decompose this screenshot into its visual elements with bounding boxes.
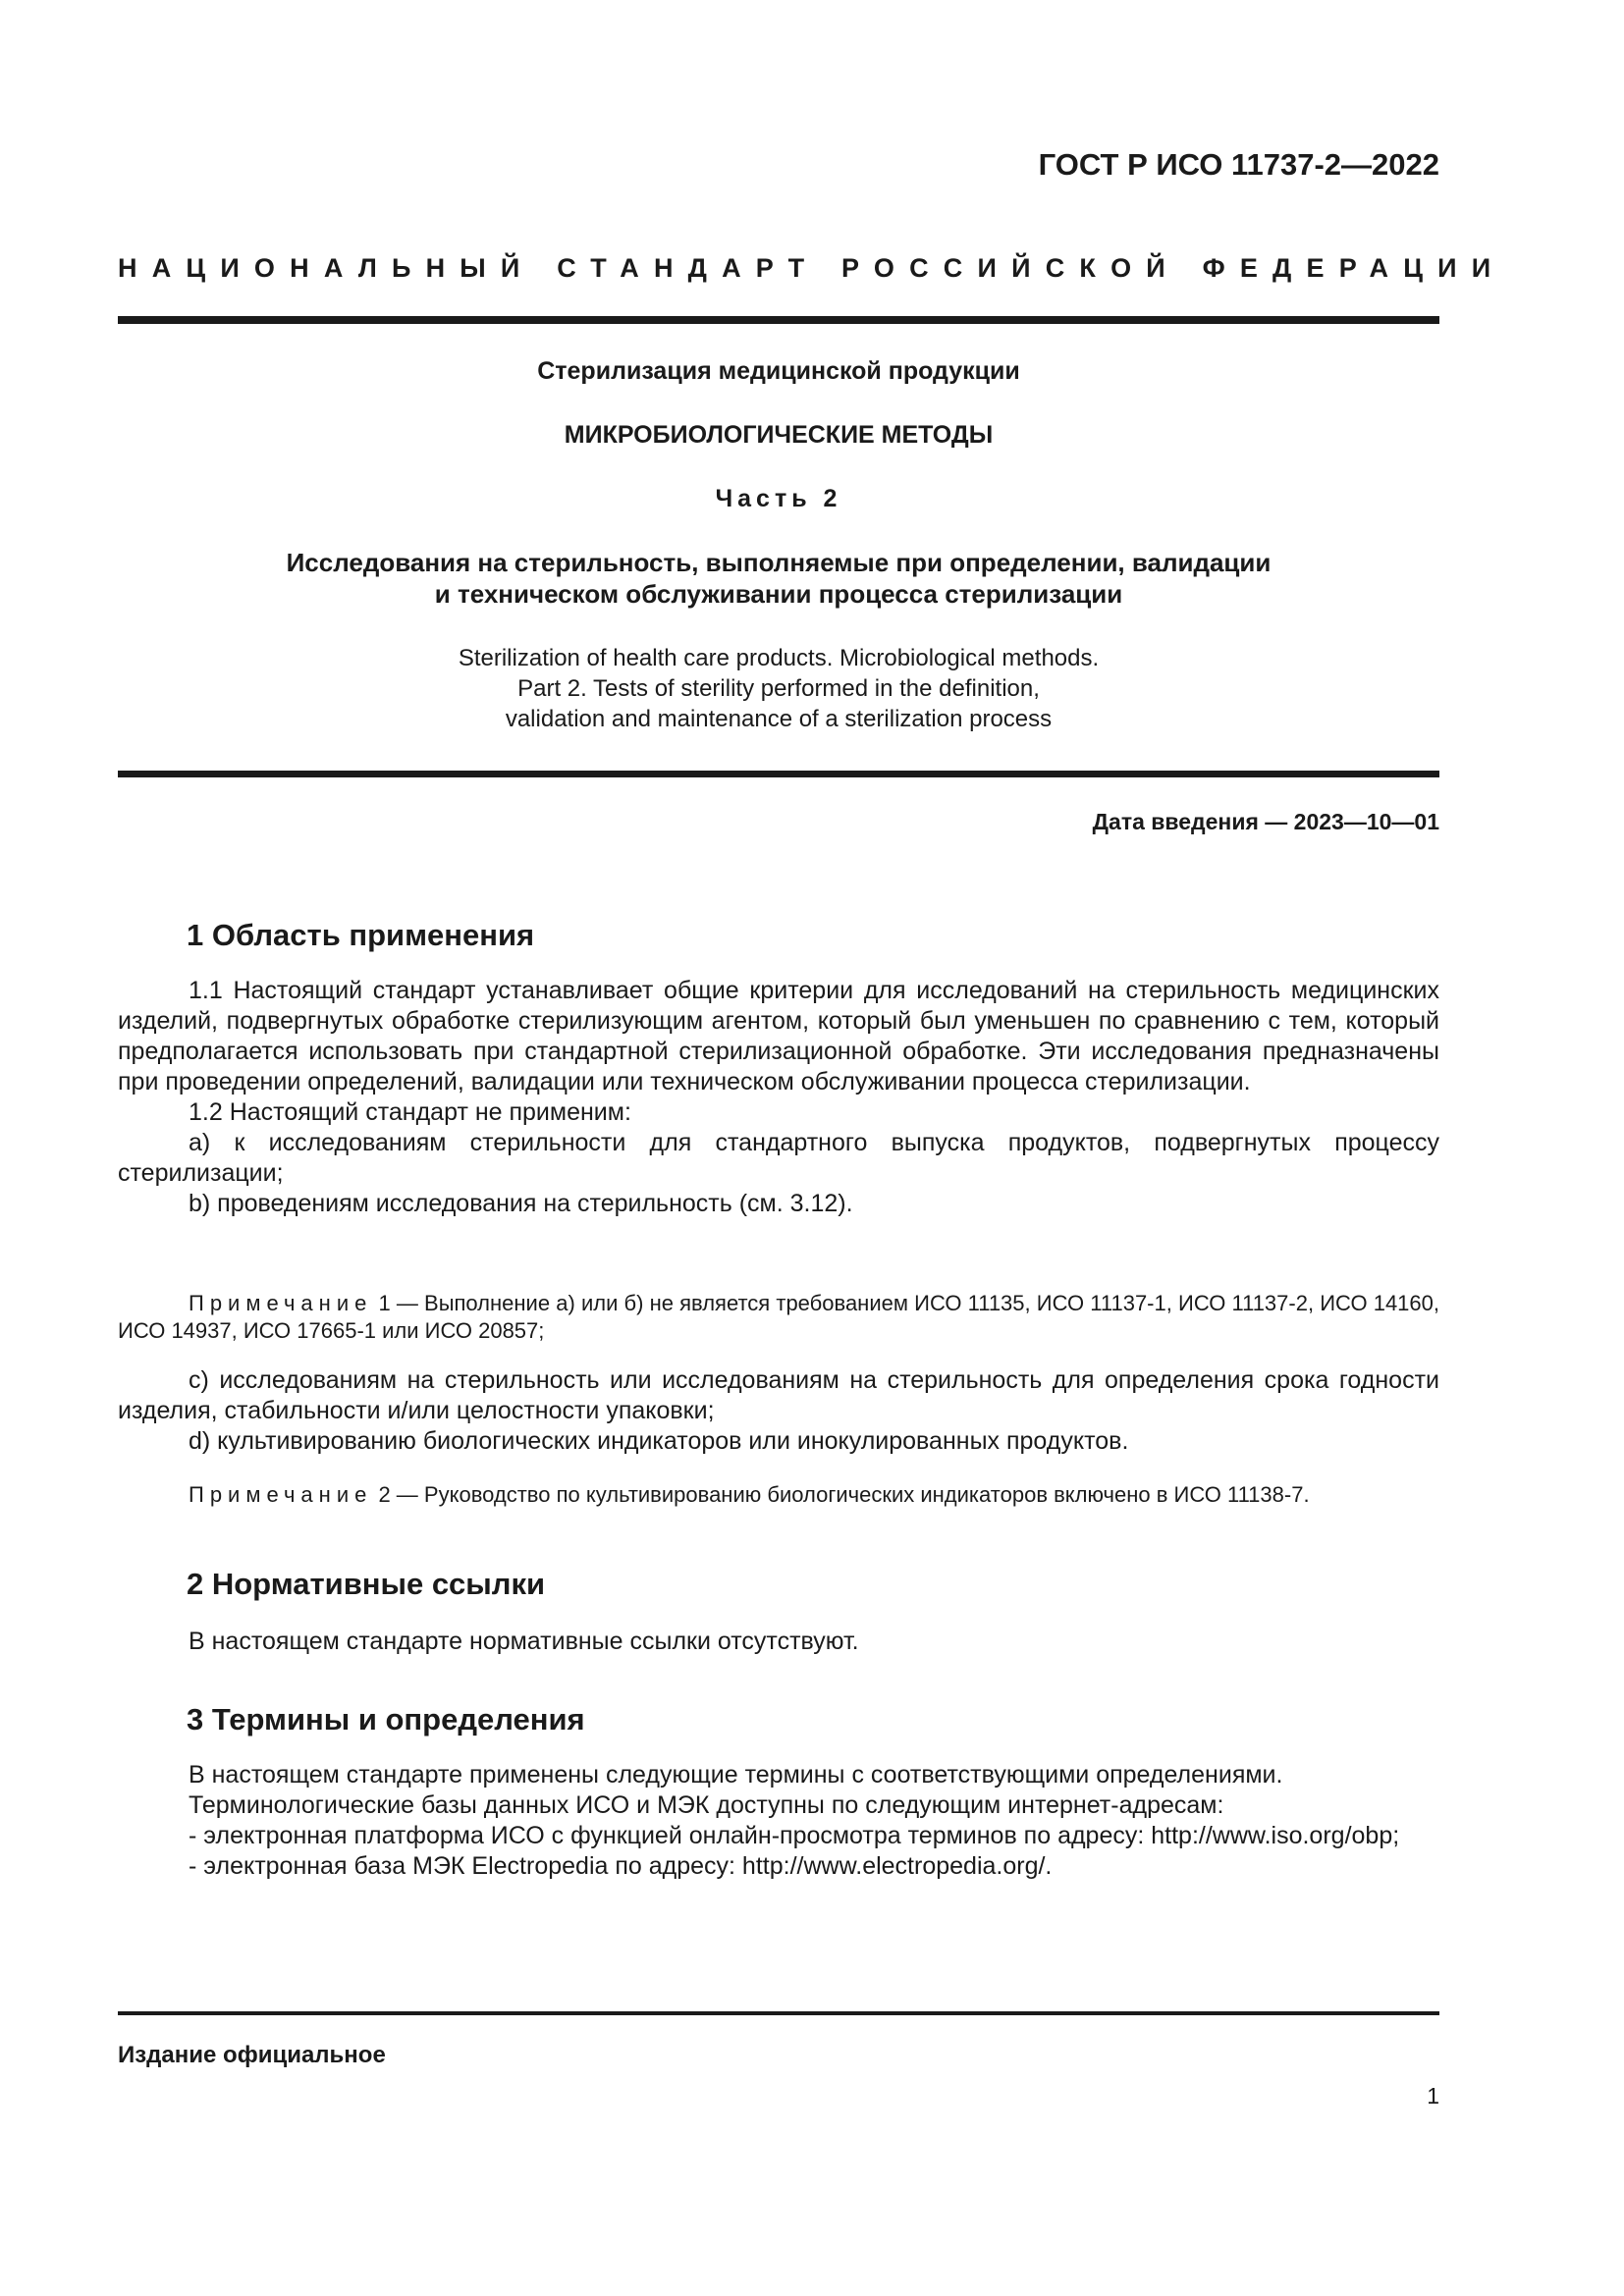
- standard-main-title: МИКРОБИОЛОГИЧЕСКИЕ МЕТОДЫ: [564, 421, 994, 449]
- part-label: Часть 2: [715, 485, 842, 512]
- document-page: [118, 0, 1506, 2296]
- part-title: [118, 547, 1439, 610]
- list-item-iso-platform: - электронная платформа ИСО с функцией онлайн-просмотра терминов по адресу: http://www.iso.org/obp;: [189, 1822, 1400, 1849]
- part-title-line-1: Исследования на стерильность, выполняемые при определении, валидации: [286, 548, 1272, 577]
- part-title-line-2: и техническом обслуживании процесса стерилизации: [434, 579, 1123, 609]
- english-title: [118, 643, 1439, 734]
- section-1-heading: 1 Область применения: [187, 918, 535, 952]
- section-2-heading: 2 Нормативные ссылки: [187, 1567, 546, 1601]
- note-2-text: [118, 1481, 1439, 1509]
- edition-label: Издание официальное: [118, 2042, 386, 2068]
- list-item-electropedia: - электронная база МЭК Electropedia по адресу: http://www.electropedia.org/.: [189, 1852, 1053, 1880]
- note-2-content: 2 — Руководство по культивированию биологических индикаторов включено в ИСО 11138-7.: [372, 1482, 1310, 1507]
- note-1-content: 1 — Выполнение а) или б) не является требованием ИСО 11135, ИСО 11137-1, ИСО 11137-2, ИСО 14160, ИСО 14937, ИСО 17665-1 или ИСО 20857;: [118, 1291, 1439, 1343]
- paragraph-3-1: В настоящем стандарте применены следующие термины с соответствующими определениями.: [189, 1761, 1283, 1789]
- top-divider: [118, 316, 1439, 324]
- paragraph-1-1: 1.1 Настоящий стандарт устанавливает общие критерии для исследований на стерильность медицинских изделий, подвергнутых обработке стерилизующим агентом, который был уменьшен по сравнению с тем, который предполагается использовать при стандартной стерилизационной обработке. Эти исследования предназначены при проведении определений, валидации или техническом обслуживании процесса стерилизации.: [118, 977, 1439, 1095]
- section-3-heading: 3 Термины и определения: [187, 1702, 585, 1736]
- list-item-c: с) исследованиям на стерильность или исследованиям на стерильность для определения срока годности изделия, стабильности и/или целостности упаковки;: [118, 1366, 1439, 1424]
- list-item-d: d) культивированию биологических индикаторов или инокулированных продуктов.: [189, 1427, 1129, 1455]
- paragraph-3-2: Терминологические базы данных ИСО и МЭК доступны по следующим интернет-адресам:: [189, 1791, 1224, 1819]
- section-1-body-continued: [118, 1365, 1439, 1457]
- note-1-text: [118, 1290, 1439, 1345]
- paragraph-1-2: 1.2 Настоящий стандарт не применим:: [189, 1098, 631, 1126]
- footer-divider: [118, 2011, 1439, 2015]
- page-number: 1: [1427, 2083, 1439, 2109]
- english-title-line-1: Sterilization of health care products. Microbiological methods.: [458, 645, 1100, 671]
- list-item-b: b) проведениям исследования на стерильность (см. 3.12).: [189, 1190, 853, 1217]
- note-2-label: Примечание: [189, 1482, 373, 1507]
- note-1: [118, 1290, 1439, 1345]
- title-divider: [118, 771, 1439, 777]
- standard-number: ГОСТ Р ИСО 11737-2—2022: [1038, 147, 1439, 182]
- section-3-body: [118, 1760, 1439, 1882]
- english-title-line-3: validation and maintenance of a sterilization process: [505, 706, 1053, 732]
- paragraph-2-1: В настоящем стандарте нормативные ссылки отсутствуют.: [189, 1628, 859, 1655]
- note-2: [118, 1481, 1439, 1509]
- section-2-body: [118, 1627, 1439, 1657]
- national-standard-banner: НАЦИОНАЛЬНЫЙ СТАНДАРТ РОССИЙСКОЙ ФЕДЕРАЦИИ: [118, 253, 1506, 283]
- standard-subject: Стерилизация медицинской продукции: [537, 357, 1020, 385]
- english-title-line-2: Part 2. Tests of sterility performed in the definition,: [517, 675, 1040, 702]
- introduction-date: Дата введения — 2023—10—01: [1092, 809, 1439, 834]
- list-item-a: а) к исследованиям стерильности для стандартного выпуска продуктов, подвергнутых процессу стерилизации;: [118, 1129, 1439, 1187]
- section-1-body: [118, 976, 1439, 1219]
- note-1-label: Примечание: [189, 1291, 373, 1315]
